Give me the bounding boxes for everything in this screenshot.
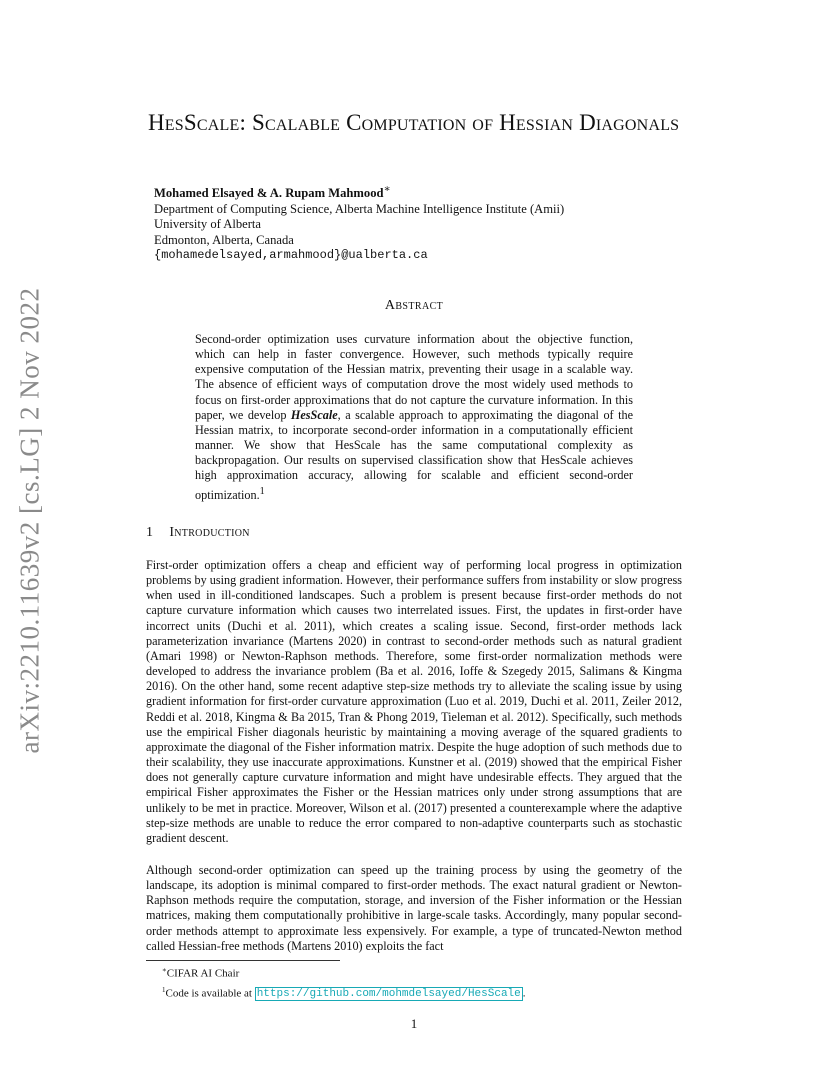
footnote-2-mark: 1 (162, 985, 166, 994)
author-footnote-mark: ∗ (383, 184, 391, 195)
body-paragraph-2: Although second-order optimization can speed up the training process by using the geometry of the landscape, its adoption is minimal compared to first-order methods. The exact natural gradient or Newton-Raphson methods require the computation, storage, and inversion of the Fisher information or the Hessian matrices, making them computationally prohibitive in large-scale tasks. Accordingly, many popular second-order methods attempt to approximate less expensively. For example, a type of truncated-Newton method called Hessian-free methods (Martens 2010) exploits the fact (146, 863, 682, 953)
section-number: 1 (146, 525, 154, 540)
footnotes (162, 962, 662, 1002)
section-heading (146, 525, 250, 541)
footnote-1-text: CIFAR AI Chair (166, 967, 240, 980)
abstract-method-name: HesScale (290, 407, 338, 422)
author-block (154, 182, 674, 264)
footnote-2 (162, 982, 662, 1003)
section-title: Introduction (169, 525, 250, 540)
arxiv-identifier-sidebar (4, 287, 56, 753)
author-emails: {mohamedelsayed,armahmood}@ualberta.ca (154, 248, 428, 263)
footnote-divider (146, 960, 340, 961)
footnote-2-end: . (522, 987, 526, 1000)
location: Edmonton, Alberta, Canada (154, 232, 294, 247)
arxiv-identifier: arXiv:2210.11639v2 [cs.LG] 2 Nov 2022 (14, 287, 45, 753)
author-names: Mohamed Elsayed & A. Rupam Mahmood (154, 186, 384, 201)
footnote-1 (162, 962, 662, 982)
affiliation: Department of Computing Science, Alberta Machine Intelligence Institute (Amii) (154, 201, 565, 216)
abstract-footnote-mark: 1 (259, 485, 265, 497)
footnote-2-text: Code is available at (165, 987, 255, 1000)
paper-title: HesScale: Scalable Computation of Hessian Diagonals (148, 110, 680, 135)
author-names-line (154, 182, 674, 202)
code-repository-link[interactable]: https://github.com/mohmdelsayed/HesScale (256, 988, 521, 1001)
page-number: 1 (410, 1016, 418, 1031)
abstract-text-start: Second-order optimization uses curvature information about the objective function, which can help in faster convergence. However, such methods typically require expensive computation of the Hessian matrix, preventing their usage in a scalable way. The absence of efficient ways of computation drove the most widely used methods to focus on first-order approximations that do not capture the curvature information. In this paper, we develop (195, 332, 633, 422)
abstract-text-end: , a scalable approach to approximating the diagonal of the Hessian matrix, to incorporate second-order information in a computationally efficient manner. We show that HesScale has the same computational complexity as backpropagation. Our results on supervised classification show that HesScale achieves high approximation accuracy, allowing for scalable and efficient second-order optimization. (195, 407, 633, 502)
abstract-text (195, 332, 633, 503)
university: University of Alberta (154, 217, 262, 232)
footnote-1-mark: ∗ (162, 966, 167, 974)
abstract-heading: Abstract (384, 298, 444, 313)
body-paragraph-1: First-order optimization offers a cheap and efficient way of performing local progress in optimization problems by using gradient information. However, their performance suffers from instability or slow progress when used in ill-conditioned landscapes. Such a problem is present because first-order methods do not capture curvature information which causes two interrelated issues. First, the updates in first-order have incorrect units (Duchi et al. 2011), which creates a scaling issue. Second, first-order methods lack parameterization invariance (Martens 2020) in contrast to second-order methods such as natural gradient (Amari 1998) or Newton-Raphson methods. Therefore, some first-order normalization methods were developed to address the invariance problem (Ba et al. 2016, Ioffe & Szegedy 2015, Salimans & Kingma 2016). On the other hand, some recent adaptive step-size methods try to alleviate the scaling issue by using gradient information for first-order curvature approximation (Luo et al. 2019, Duchi et al. 2011, Zeiler 2012, Reddi et al. 2018, Kingma & Ba 2015, Tran & Phong 2019, Tieleman et al. 2012). Specifically, such methods use the empirical Fisher diagonals heuristic by maintaining a moving average of the squared gradients to approximate the diagonal of the Fisher information matrix. Despite the huge adoption of such methods due to their scalability, they use inaccurate approximations. Kunstner et al. (2019) showed that the empirical Fisher does not generally capture curvature information and might have undesirable effects. They argued that the empirical Fisher approximates the Fisher or the Hessian matrices only under strong assumptions that are unlikely to be met in practice. Moreover, Wilson et al. (2017) presented a counterexample where the adaptive step-size methods are unable to reduce the error compared to non-adaptive counterparts such as stochastic gradient descent. (146, 558, 682, 845)
